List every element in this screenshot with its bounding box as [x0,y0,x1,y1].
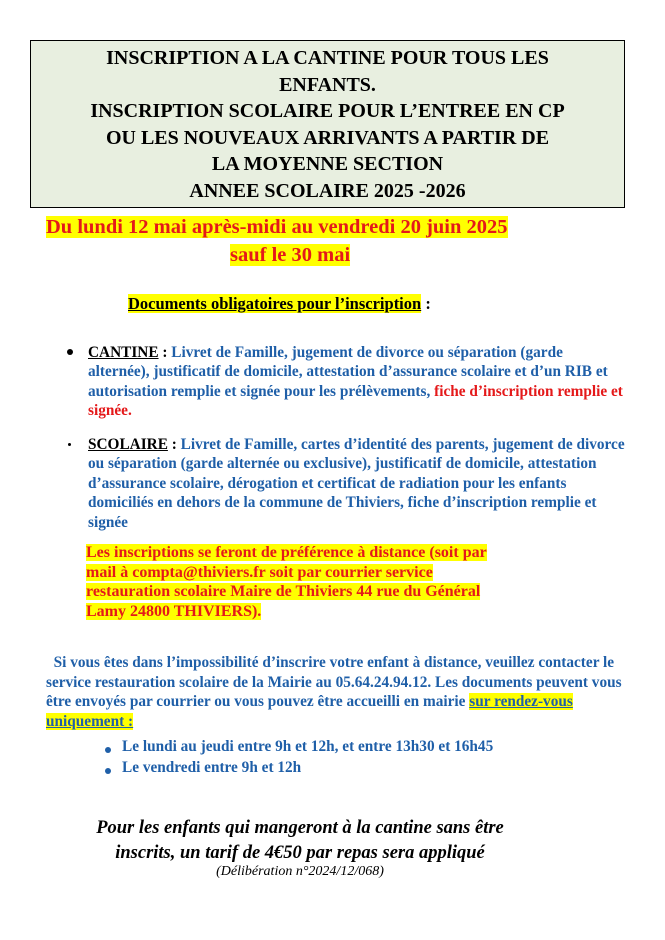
title-box [30,40,625,208]
title-line: OU LES NOUVEAUX ARRIVANTS A PARTIR DE [105,126,550,149]
footer-line-2: inscrits, un tarif de 4€50 par repas sera appliqué [115,843,485,863]
cantine-red-text: fiche d’inscription remplie et signée. [88,382,623,420]
cantine-label: CANTINE [88,344,159,361]
title-line: ANNEE SCOLAIRE 2025 -2026 [189,179,466,202]
title-line: ENFANTS. [279,73,376,96]
cantine-sep: : [158,344,172,361]
documents-heading-text: Documents obligatoires pour l’inscription [128,294,422,313]
appointment-only-text: sur rendez-vous uniquement : [46,693,573,730]
contact-paragraph [46,653,636,731]
title-line: LA MOYENNE SECTION [211,153,444,175]
note-line: restauration scolaire Maire de Thiviers 44 rue du Général [86,583,481,600]
dates-line-1: Du lundi 12 mai après-midi au vendredi 20 juin 2025 [46,216,508,238]
documents-heading [128,294,431,314]
title-line: INSCRIPTION SCOLAIRE POUR L’ENTREE EN CP [90,100,565,122]
bullet-icon [105,768,111,774]
cantine-text: Livret de Famille, jugement de divorce ou séparation (garde alternée), justificatif de domicile, attestation d’assurance scolaire et d’un RIB et autorisation remplie et signée pour les prélèvements, [88,344,608,400]
scolaire-label: SCOLAIRE [88,436,168,453]
note-line: Lamy 24800 THIVIERS). [86,602,262,620]
schedule-item: Le vendredi entre 9h et 12h [122,759,302,776]
bullet-icon [67,349,73,355]
dates-line-2: sauf le 30 mai [230,244,351,266]
remote-registration-note [86,543,626,621]
bullet-icon [105,747,111,753]
note-line: mail à compta@thiviers.fr soit par courrier service [86,563,433,581]
scolaire-sep: : [167,436,181,453]
bullet-icon [68,443,71,446]
schedule-item: Le lundi au jeudi entre 9h et 12h, et entre 13h30 et 16h45 [122,738,494,755]
scolaire-item [88,435,628,532]
deliberation-reference: (Délibération n°2024/12/068) [216,864,384,879]
scolaire-text: Livret de Famille, cartes d’identité des parents, jugement de divorce ou séparation (garde alternée ou exclusive), justificatif de domicile, attestation d’assurance scolaire, dérogation et certificat de radiation pour les enfants domiciliés en dehors de la commune de Thiviers, fiche d’inscription remplie et signée [88,436,625,531]
footer-line-1: Pour les enfants qui mangeront à la cantine sans être [96,818,504,838]
contact-text: Si vous êtes dans l’impossibilité d’inscrire votre enfant à distance, veuillez contacter le service restauration scolaire de la Mairie au 05.64.24.94.12. Les documents peuvent vous être envoyés par courrier ou vous pouvez être accueilli en mairie [46,654,622,710]
note-line: Les inscriptions se feront de préférence à distance (soit par [86,544,487,561]
cantine-item [88,343,628,421]
title-line: INSCRIPTION A LA CANTINE POUR TOUS LES [106,47,549,69]
documents-heading-colon: : [421,294,431,313]
